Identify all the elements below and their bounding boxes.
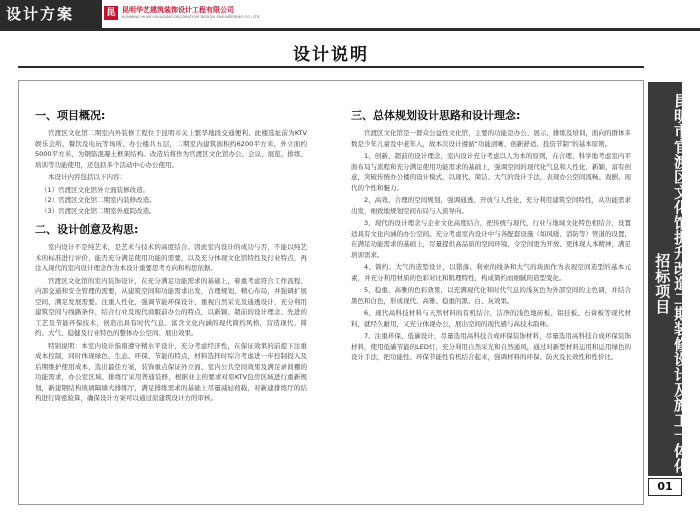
list-item: （3）官渡区文化馆二期室外庭院改造。 (41, 206, 156, 215)
section-tab: 设计方案 (0, 0, 102, 28)
section3-paragraph: 6、现代高科技材料与天然材料的有机结合，洁净的浅色地砖板、铝挂板、石膏板等现代材料，就经久耐用，又充分体现办公，展出空间的现代感与高技术韵味。 (351, 309, 631, 328)
right-column (351, 109, 631, 365)
page-number: 01 (657, 480, 673, 493)
section3-paragraph: 7、注重环保、低碳设计，尽量选用高科技合成环保装饰材料，尽量选用高科技合成环保装饰材料，使用低碳节能的LED灯，充分利用自然采光和自然通风，通过对新型材料运用和运用绿色的设计手法，把功能性、环保节能性有机结合起来，强调材料的环保、防火及长效性和性价比。 (351, 332, 631, 361)
section3-title: 三、总体规划设计思路和设计理念: (351, 109, 521, 122)
section3-paragraph: 2、高效、合理的空间规划，强调通透、开放与人性化，充分利用建筑空间特性，从功能需求出发，细致地规划空间布局与人流导向。 (351, 196, 631, 215)
section2-paragraph: 特别说明：本室内设计指南遵守精水平设计，充分考虑经济性，在保证效果的前提下注重成本控制，同时体现绿色、生态、环保、节能的特点，材料选择时综合考虑进一步控制投入及后期维护使用成本，选出最佳方案，装饰重点保证外立面、室内公共空间效果及满足录间棚的功能需求，办公室区域、排练厅采用普通装修，根据业主的要求对原KTV包房区域进行重新规划，新建钢结构玻璃隔墙大排练厅，满足排练需求的基础上尽量减轻荷载，对新建排练厅的结构进行周密验算，确保设计方案可以通过原建筑设计方的审核。 (35, 341, 307, 402)
section3-paragraph: 4、简约、大气的造型设计，以错落、利索的线条和大气的块面作为表现空间造型的基本元素，并充分利用材质的色彩对比和肌理特性，构成简约而细腻的造型变化。 (351, 263, 631, 282)
section1-paragraph: 官渡区文化馆二期室内外装修工程位于昆明市关上繁华地段交通便利、此楼选址前为KTV娱乐会所、餐饮及电玩等场所、办公楼共五层，二期室内建筑面积约6200平方米，外立面约5000平方米，为钢筋混凝土框架结构。改造后将作为官渡区文化馆办公、会议、展览、排练、培训等功能使用，还包括多个活动中心办公使用。 (35, 129, 307, 169)
section2-paragraph: 室内设计不是纯艺术，是艺术与技术的高度结合。因此室内设计的成功与否，不能以纯艺术的标准进行评价，能否充分满足使用功能的需要，以及充分体现文化馆特性及行业特点，再注入现代的室内设计理念作为本设计重要思考方向和构思依据。 (35, 243, 307, 272)
company-name: 昆明华艺建筑装饰设计工程有限公司 (122, 6, 234, 14)
section1-intro: 本设计内容包括以下内容： (48, 173, 126, 181)
list-item: （1）官渡区文化馆外立面装修改造。 (41, 185, 150, 194)
section1-title: 一、项目概况: (35, 109, 106, 122)
company-name-english: KUNMING HUAYI BUILDING DECORATION DESIGN ENGINEERING CO.,LTD (122, 15, 260, 19)
page-title: 设计说明 (293, 45, 369, 65)
section2-paragraph: 官渡区文化馆的室内装饰设计，在充分满足功能需求的基础上，着重考虑符合工作流程、内部交通和安全管理的需要，从建筑空间和功能需求出发，合理规划、精心布局，并强调扩展空间、满足发展需要。注重人性化，强调节能环保设计，重视自然采光及通透设计，充分利用建筑空间与线路条件，结合行业及现代商服前办公的特点，以新颖、超前的设计理念、先进的工艺及节能环保技术，创造出具有时代气息、富含文化内涵的现代简约风格，营造现代、简约、大气、稳健及行业特色的整体办公空间、展出效果。 (35, 276, 307, 337)
left-column (35, 109, 307, 406)
company-logo-icon: 昆 (104, 6, 118, 20)
header (0, 0, 700, 28)
title-strip (18, 34, 644, 68)
section3-paragraph: 3、现代的设计理念与企业文化高度结合，把传统与现代、行业与地域文化特色相结合，设置适具有文化内涵的办公空间。充分考虑室内设计中与各配套设施（如风暖、消防等）管道的设置，在满足功能需求的基础上，尽量提供高品质的空间环境，令空间更为开放、更体现人本精神，满足培训需求。 (351, 219, 631, 259)
project-title-sidebar (648, 82, 690, 476)
header-divider (0, 28, 700, 31)
list-item: （2）官渡区文化馆二期室内装修改造。 (41, 196, 156, 204)
section3-paragraph: 5、稳重、高雅的色彩效果，以充满现代化和时代气息的浅灰色为外部空间的主色调，并结合黑色和白色，形成现代、高雅、稳重的黑、白、灰效果。 (351, 286, 631, 305)
page-number-box (648, 478, 682, 496)
section3-paragraph: 1、创新、超前的设计理念，室内设计充分考虑以人为本的原则，在合理、科学地考虑室内平面布局与流程和充分满足使用功能需求的基础上，强调空间的现代化气息和人性化、新颖、富有创意，突破传统办公楼的设计模式，以现代、简洁、大气的设计手法，表现办公空间流畅、戏剧、现代的个性和魅力。 (351, 152, 631, 192)
section3-paragraph: 官渡区文化馆是一群众公益性文化馆，主要的功能是办公、展示、排练及培训，面向的群体多数是少年儿童及中老年人，故本次设计遵循“功能清晰、创新舒适、投资节制”的基本原则。 (351, 129, 631, 148)
content-frame (18, 80, 644, 505)
section2-title: 二、设计创意及构思: (35, 223, 139, 236)
project-title-vertical: 昆明市官渡区文化馆提升改造二期装修设计及施工一体化招标项目 (653, 93, 690, 473)
